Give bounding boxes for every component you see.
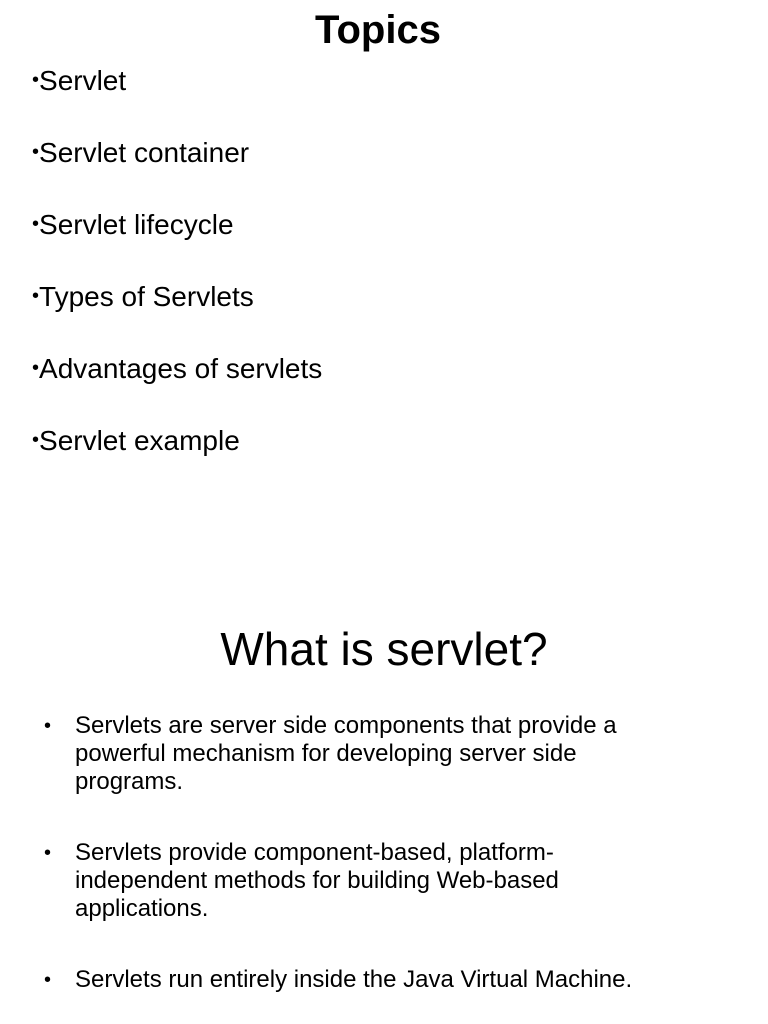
topic-item <box>32 420 322 460</box>
bullet-icon: • <box>32 141 40 163</box>
bullet-icon: • <box>44 842 52 864</box>
bullet-icon: • <box>32 213 40 235</box>
bullet-icon: • <box>32 285 40 307</box>
bullet-icon: • <box>44 969 52 991</box>
definition-item <box>44 966 684 994</box>
servlet-section-title: What is servlet? <box>220 623 548 675</box>
topic-item <box>32 60 322 100</box>
topic-item-label: Servlet lifecycle <box>39 209 234 240</box>
topic-item <box>32 132 322 172</box>
topic-item-label: Types of Servlets <box>39 281 254 312</box>
topic-item-label: Advantages of servlets <box>39 353 323 384</box>
bullet-icon: • <box>32 429 40 451</box>
definition-item <box>44 839 684 923</box>
bullet-icon: • <box>32 357 40 379</box>
definition-item-text: Servlets run entirely inside the Java Virtual Machine. <box>75 966 633 993</box>
topics-list <box>32 60 322 460</box>
bullet-icon: • <box>32 69 40 91</box>
definition-item-text: Servlets are server side components that provide a powerful mechanism for developing server side programs. <box>75 712 617 795</box>
topic-item-label: Servlet <box>39 65 127 96</box>
topic-item-label: Servlet container <box>39 137 250 168</box>
topic-item <box>32 204 322 244</box>
topic-item <box>32 348 322 388</box>
definition-item-text: Servlets provide component-based, platform-independent methods for building Web-based applications. <box>75 839 559 922</box>
topics-title: Topics <box>315 8 441 52</box>
servlet-definition-list <box>44 712 684 994</box>
topic-item-label: Servlet example <box>39 425 240 456</box>
topic-item <box>32 276 322 316</box>
bullet-icon: • <box>44 715 52 737</box>
definition-item <box>44 712 684 796</box>
